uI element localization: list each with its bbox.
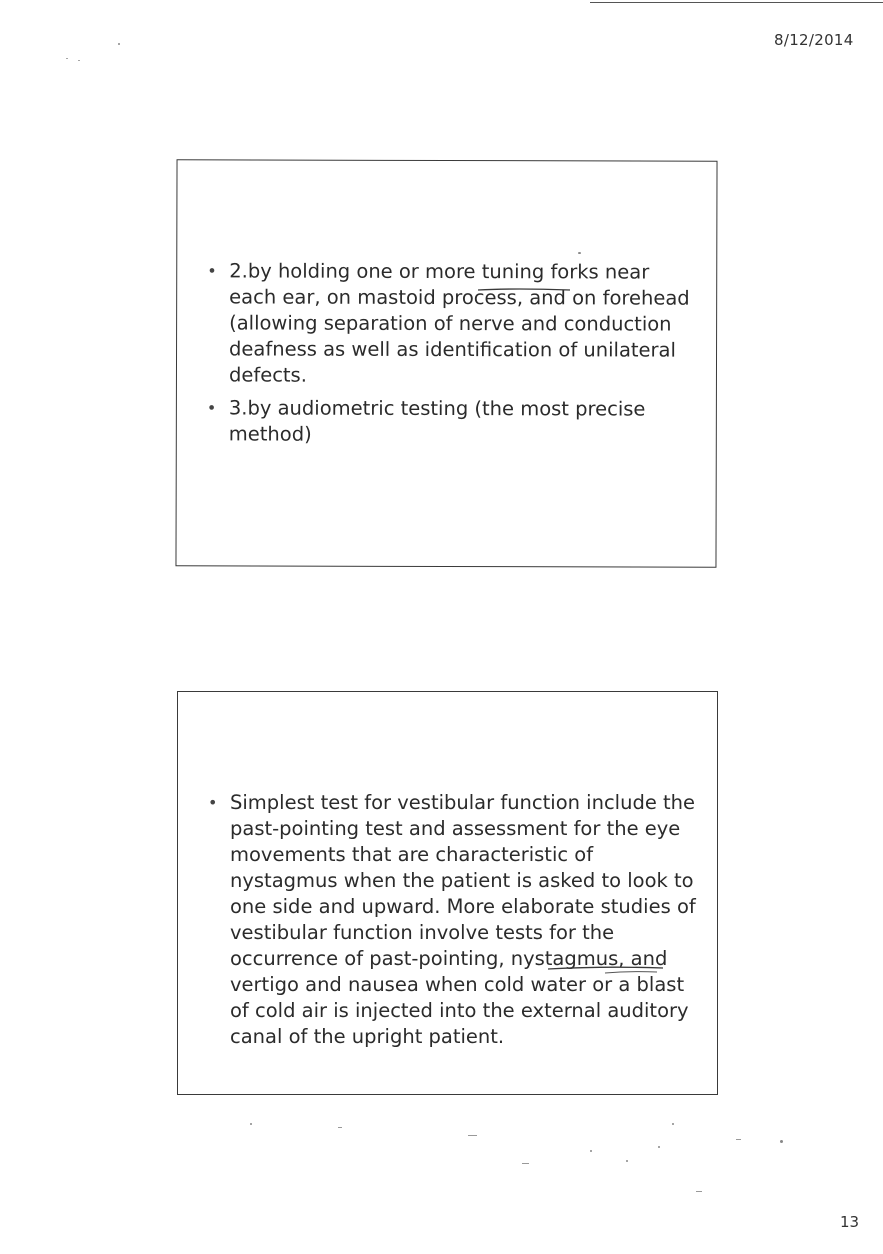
scan-speck	[626, 1160, 628, 1162]
scan-speck	[578, 252, 581, 254]
scan-speck	[118, 43, 120, 45]
bullet-dot-icon: •	[207, 261, 217, 281]
scan-dash	[696, 1191, 702, 1192]
slide-2-bullets	[208, 790, 698, 1057]
scan-speck	[66, 58, 68, 59]
scan-speck	[780, 1140, 783, 1143]
scan-speck	[78, 60, 80, 61]
print-date: 8/12/2014	[774, 31, 854, 49]
slide-1	[175, 159, 717, 567]
bullet-text: 3.by audiometric testing (the most precise method)	[228, 396, 646, 446]
scan-speck	[672, 1123, 674, 1125]
bullet-text: Simplest test for vestibular function include the past-pointing test and assessment for the eye movements that are characteristic of nystagmus when the patient is asked to look to one side and upward. More elaborate studies of vestibular function involve tests for the occurrence of past-pointing, nystagmus, and vertigo and nausea when cold water or a blast of cold air is injected into the external auditory canal of the upright patient.	[230, 791, 696, 1048]
scan-speck	[590, 1150, 592, 1152]
bullet-dot-icon: •	[208, 793, 218, 812]
scan-dash	[736, 1139, 741, 1140]
scan-dash	[522, 1163, 529, 1164]
bullet-item	[207, 258, 697, 389]
scan-dash	[338, 1127, 342, 1128]
bullet-text: 2.by holding one or more tuning forks near each ear, on mastoid process, and on forehead (allowing separation of nerve and conduction deafness as well as identification of unilateral defects.	[228, 259, 690, 387]
top-rule	[590, 2, 883, 3]
bullet-dot-icon: •	[206, 398, 217, 418]
bullet-item	[207, 395, 697, 448]
slide-1-bullets	[207, 258, 698, 455]
bullet-item	[208, 790, 698, 1050]
scan-speck	[658, 1146, 660, 1148]
slide-2	[177, 691, 718, 1095]
scan-speck	[250, 1123, 252, 1125]
scan-dash	[468, 1135, 477, 1136]
page-number: 13	[840, 1213, 860, 1231]
